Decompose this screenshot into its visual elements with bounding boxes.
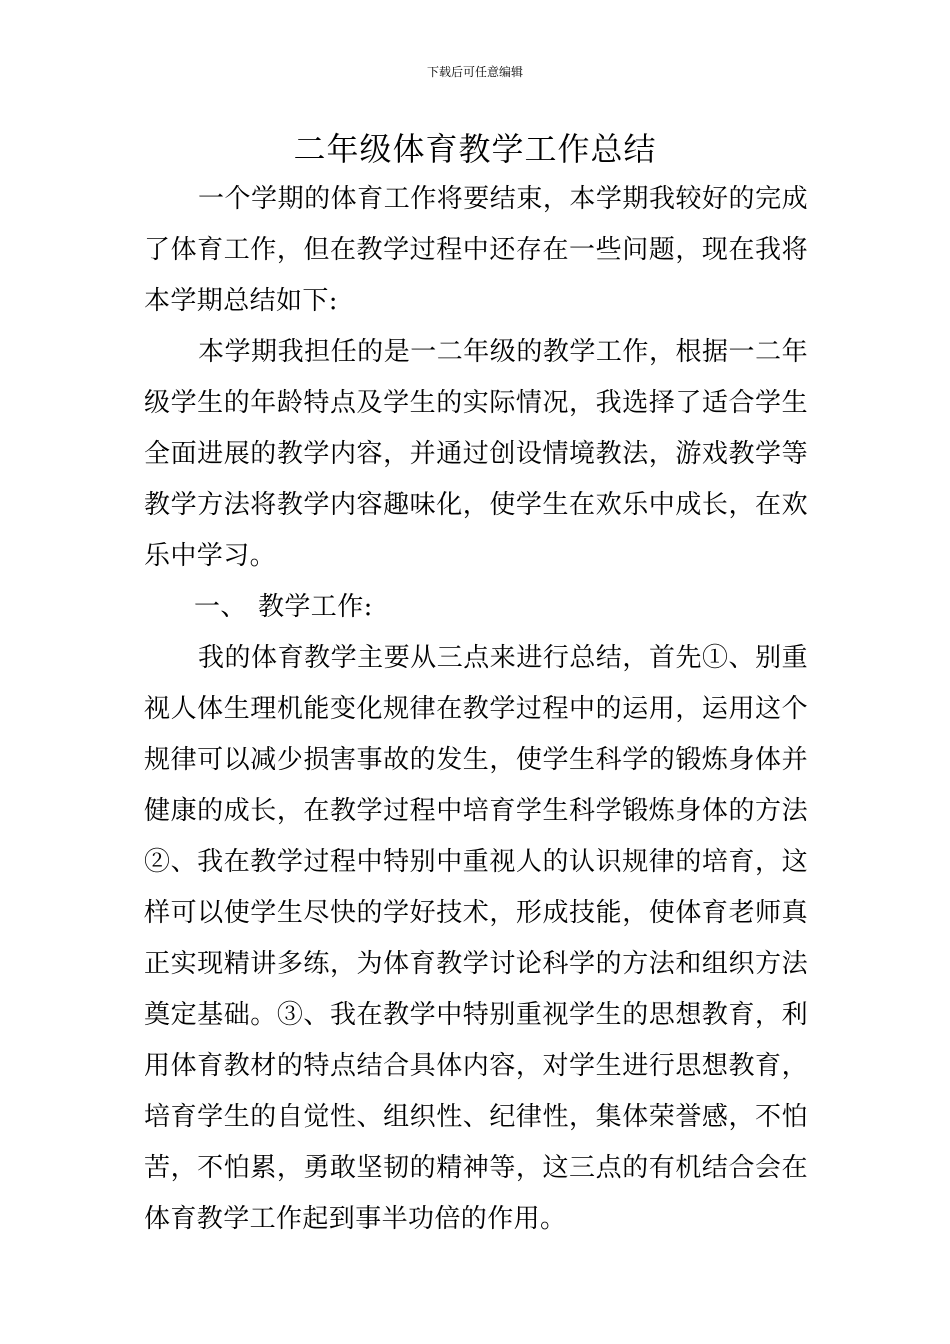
teaching-work-paragraph: 我的体育教学主要从三点来进行总结，首先①、别重视人体生理机能变化规律在教学过程中的运用，运用这个规律可以减少损害事故的发生，使学生科学的锻炼身体并健康的成长，在教学过程中培育学生科学锻炼身体的方法②、我在教学过程中特别中重视人的认识规律的培育，这样可以使学生尽快的学好技术，形成技能，使体育老师真正实现精讲多练，为体育教学讨论科学的方法和组织方法奠定基础。③、我在教学中特别重视学生的思想教育，利用体育教材的特点结合具体内容，对学生进行思想教育，培育学生的自觉性、组织性、纪律性，集体荣誉感，不怕苦，不怕累，勇敢坚韧的精神等，这三点的有机结合会在体育教学工作起到事半功倍的作用。: [144, 643, 808, 1234]
document-title: 二年级体育教学工作总结: [293, 130, 657, 168]
section-number: 一、: [194, 592, 247, 622]
header-note: 下载后可任意编辑: [426, 65, 523, 79]
intro-paragraph: 一个学期的体育工作将要结束，本学期我较好的完成了体育工作，但在教学过程中还存在一些问题，现在我将本学期总结如下:: [144, 184, 808, 316]
section-heading-text: 教学工作:: [258, 592, 373, 622]
teaching-overview-paragraph: 本学期我担任的是一二年级的教学工作，根据一二年级学生的年龄特点及学生的实际情况，我选择了适合学生全面进展的教学内容，并通过创设情境教法，游戏教学等教学方法将教学内容趣味化，使学生在欢乐中成长，在欢乐中学习。: [144, 337, 808, 571]
document-body: [144, 174, 808, 1245]
section-heading: [144, 582, 808, 633]
